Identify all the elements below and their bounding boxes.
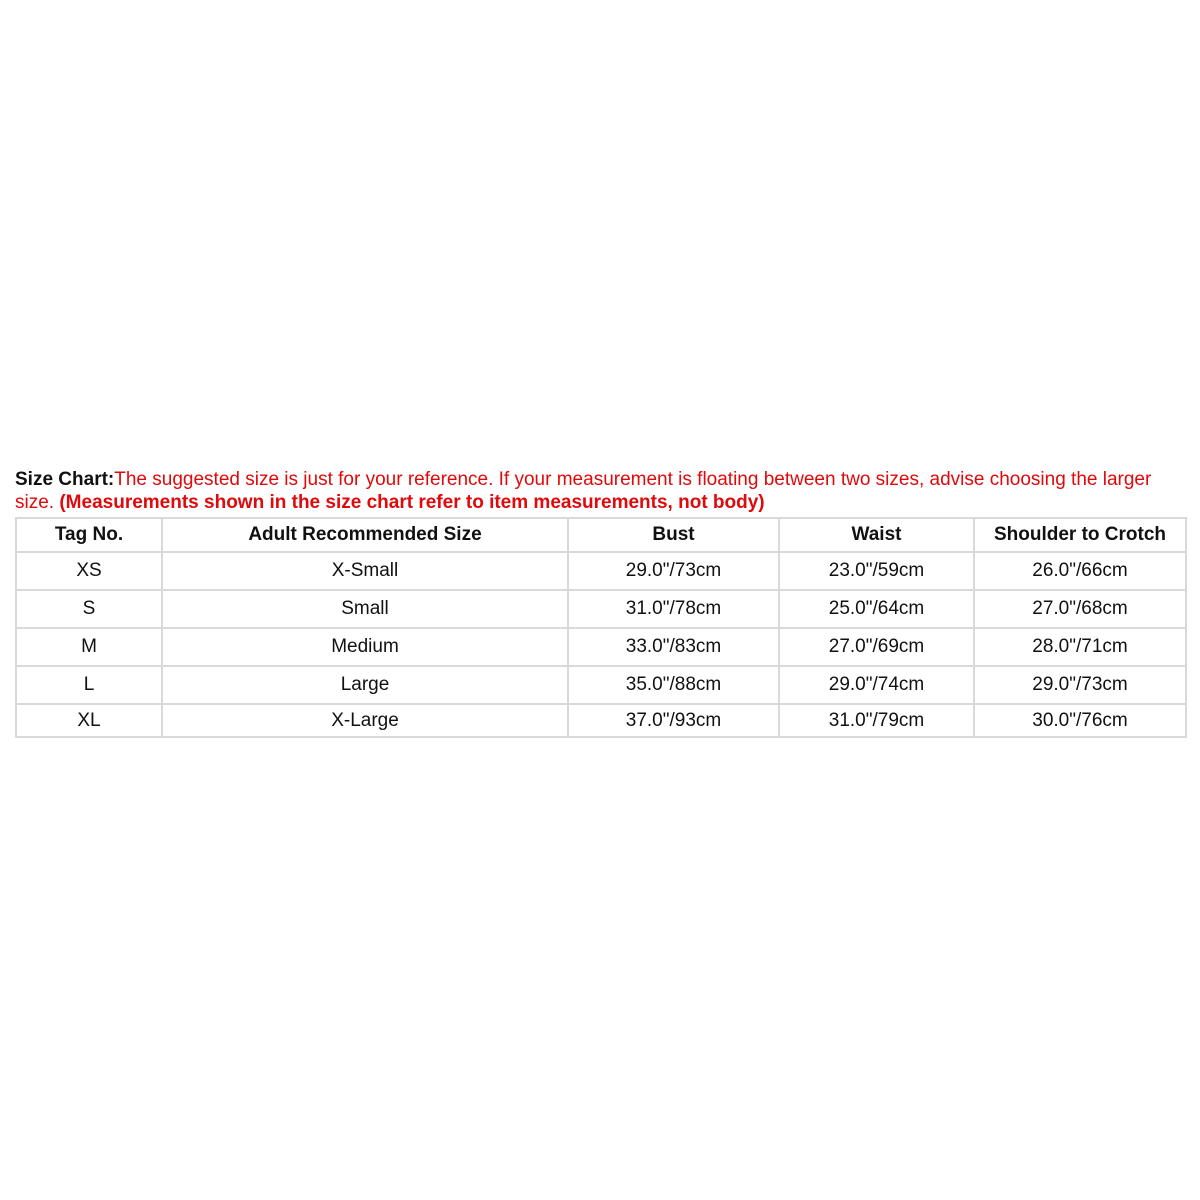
cell-adult-size: X-Large xyxy=(162,704,568,737)
cell-bust: 37.0"/93cm xyxy=(568,704,779,737)
cell-waist: 27.0"/69cm xyxy=(779,628,974,666)
table-row xyxy=(16,704,1186,737)
cell-tag-no: S xyxy=(16,590,162,628)
header-adult-recommended-size: Adult Recommended Size xyxy=(162,518,568,552)
size-chart-emphasis: (Measurements shown in the size chart refer to item measurements, not body) xyxy=(59,492,765,513)
cell-adult-size: X-Small xyxy=(162,552,568,590)
size-chart-label: Size Chart xyxy=(15,469,108,490)
header-waist: Waist xyxy=(779,518,974,552)
table-row xyxy=(16,552,1186,590)
cell-bust: 29.0"/73cm xyxy=(568,552,779,590)
table-row xyxy=(16,628,1186,666)
cell-shoulder-to-crotch: 28.0"/71cm xyxy=(974,628,1186,666)
cell-bust: 35.0"/88cm xyxy=(568,666,779,704)
header-bust: Bust xyxy=(568,518,779,552)
cell-shoulder-to-crotch: 27.0"/68cm xyxy=(974,590,1186,628)
header-shoulder-to-crotch: Shoulder to Crotch xyxy=(974,518,1186,552)
size-chart-intro xyxy=(15,468,1185,514)
cell-bust: 31.0"/78cm xyxy=(568,590,779,628)
cell-tag-no: XS xyxy=(16,552,162,590)
size-chart xyxy=(15,468,1185,738)
size-table xyxy=(15,517,1187,738)
table-header-row xyxy=(16,518,1186,552)
size-chart-note: The suggested size is just for your reference. If your measurement is floating between two sizes, advise choosing the larger size. xyxy=(15,469,1152,513)
table-row xyxy=(16,590,1186,628)
cell-tag-no: L xyxy=(16,666,162,704)
cell-adult-size: Small xyxy=(162,590,568,628)
cell-waist: 25.0"/64cm xyxy=(779,590,974,628)
cell-shoulder-to-crotch: 29.0"/73cm xyxy=(974,666,1186,704)
header-tag-no: Tag No. xyxy=(16,518,162,552)
cell-adult-size: Large xyxy=(162,666,568,704)
cell-shoulder-to-crotch: 26.0"/66cm xyxy=(974,552,1186,590)
cell-waist: 29.0"/74cm xyxy=(779,666,974,704)
cell-waist: 23.0"/59cm xyxy=(779,552,974,590)
cell-bust: 33.0"/83cm xyxy=(568,628,779,666)
table-row xyxy=(16,666,1186,704)
cell-tag-no: M xyxy=(16,628,162,666)
cell-waist: 31.0"/79cm xyxy=(779,704,974,737)
cell-adult-size: Medium xyxy=(162,628,568,666)
cell-tag-no: XL xyxy=(16,704,162,737)
cell-shoulder-to-crotch: 30.0"/76cm xyxy=(974,704,1186,737)
label-separator: : xyxy=(107,469,115,490)
